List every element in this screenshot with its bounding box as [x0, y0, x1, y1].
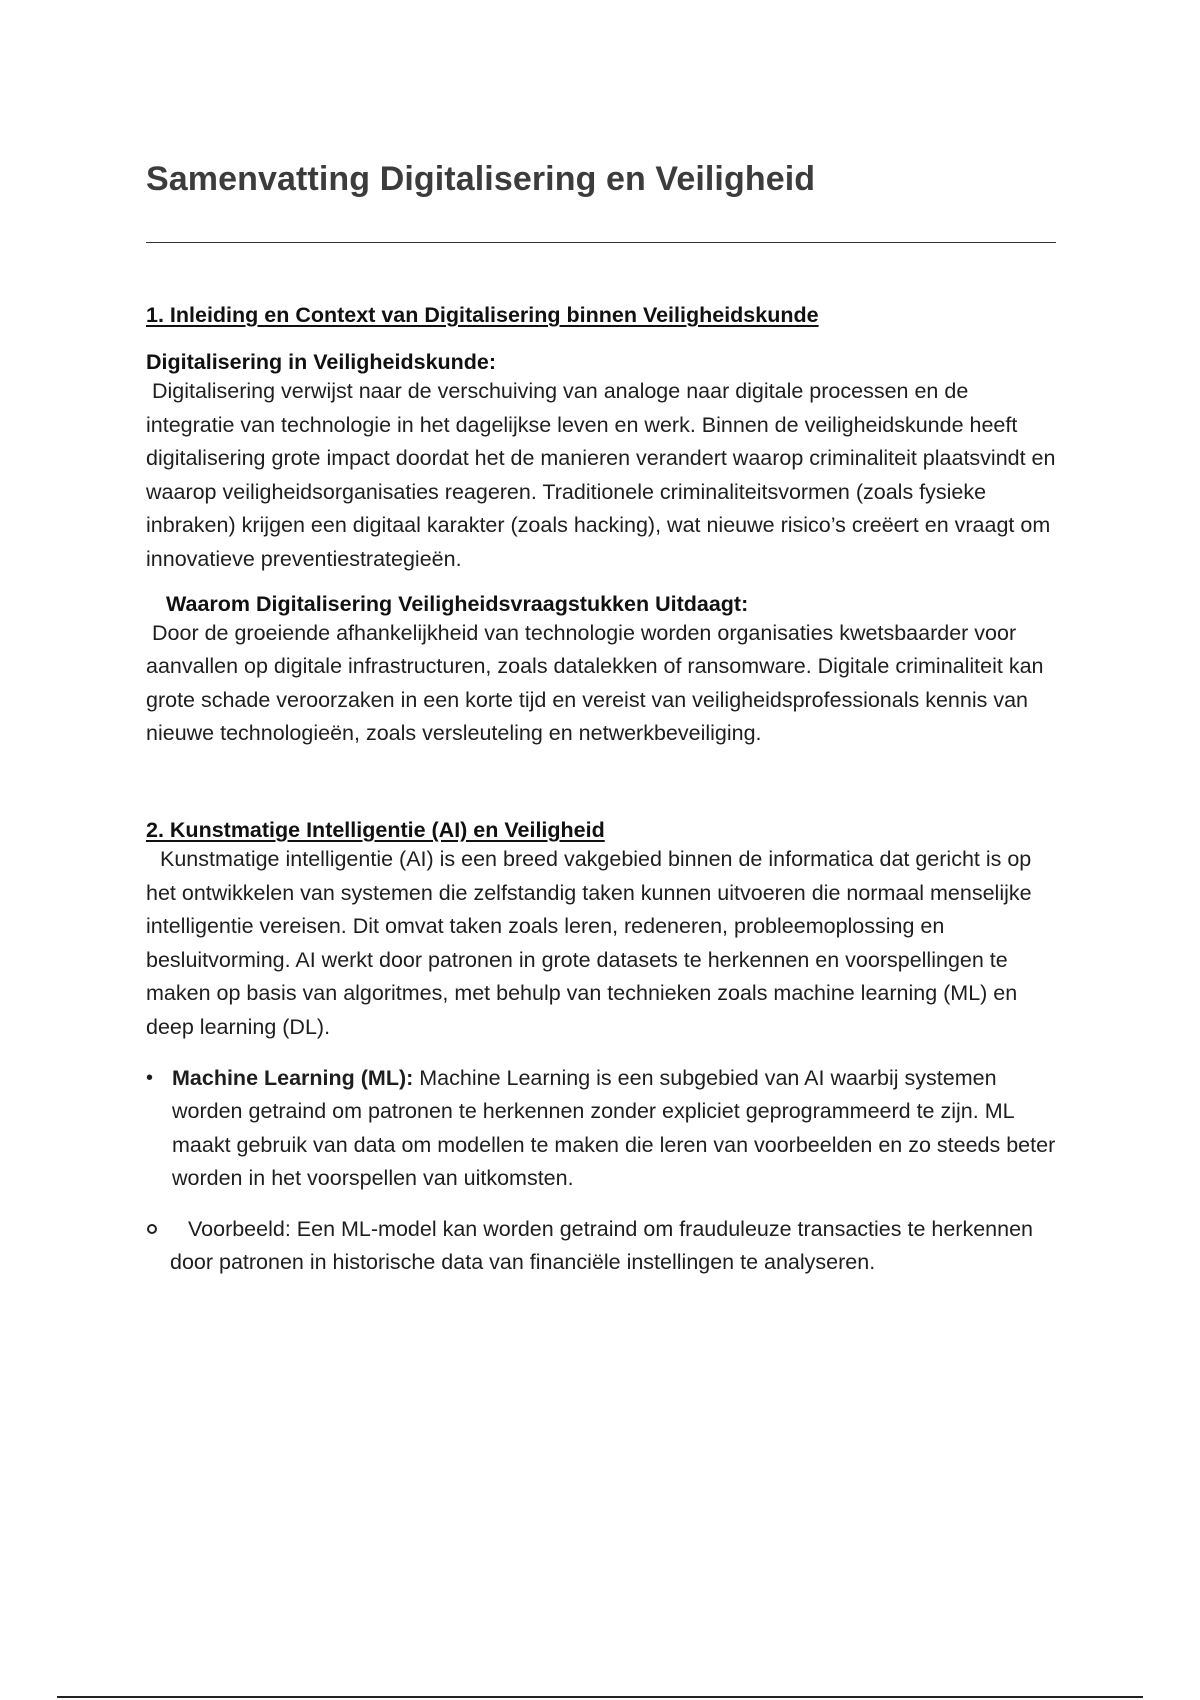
- document-title: Samenvatting Digitalisering en Veiligheid: [146, 160, 816, 198]
- sub-bullet-example: [146, 1213, 1056, 1280]
- page-bottom-divider: [57, 1696, 1143, 1698]
- bullet-dot-icon: •: [146, 1066, 154, 1089]
- bullet-term: Machine Learning (ML):: [172, 1065, 414, 1090]
- bullet-text: Machine Learning is een subgebied van AI waarbij systemen worden getraind om patronen te herkennen zonder expliciet geprogrammeerd te zijn. ML maakt gebruik van data om modellen te maken die leren van voorbeelden en zo steeds beter worden in het voorspellen van uitkomsten.: [172, 1065, 1056, 1191]
- section-1-paragraph-1: Digitalisering verwijst naar de verschuiving van analoge naar digitale processen en de integratie van technologie in het dagelijkse leven en werk. Binnen de veiligheidskunde heeft digitalisering grote impact doordat het de manieren verandert waarop criminaliteit plaatsvindt en waarop veiligheidsorganisaties reageren. Traditionele criminaliteitsvormen (zoals fysieke inbraken) krijgen een digitaal karakter (zoals hacking), wat nieuwe risico’s creëert en vraagt om innovatieve preventiestrategieën.: [146, 379, 1056, 571]
- section-1-subheading-waarom: Waarom Digitalisering Veiligheidsvraagstukken Uitdaagt:: [166, 591, 749, 616]
- section-2-heading: 2. Kunstmatige Intelligentie (AI) en Veiligheid: [146, 817, 605, 842]
- hollow-circle-bullet-icon: [147, 1224, 157, 1234]
- section-1-heading: 1. Inleiding en Context van Digitalisering binnen Veiligheidskunde: [146, 303, 819, 327]
- section-2-paragraph-1: Kunstmatige intelligentie (AI) is een breed vakgebied binnen de informatica dat gericht is op het ontwikkelen van systemen die zelfstandig taken kunnen uitvoeren die normaal menselijke intelligentie vereisen. Dit omvat taken zoals leren, redeneren, probleemoplossing en besluitvorming. AI werkt door patronen in grote datasets te herkennen en voorspellingen te maken op basis van algoritmes, met behulp van technieken zoals machine learning (ML) en deep learning (DL).: [146, 846, 1032, 1039]
- section-1-subheading-digitalisering: Digitalisering in Veiligheidskunde:: [146, 350, 497, 374]
- bullet-machine-learning: [146, 1062, 1056, 1196]
- section-1-paragraph-2: Door de groeiende afhankelijkheid van technologie worden organisaties kwetsbaarder voor aanvallen op digitale infrastructuren, zoals datalekken of ransomware. Digitale criminaliteit kan grote schade veroorzaken in een korte tijd en vereist van veiligheidsprofessionals kennis van nieuwe technologieën, zoals versleuteling en netwerkbeveiliging.: [146, 620, 1044, 746]
- title-divider: [146, 242, 1056, 243]
- example-text: Voorbeeld: Een ML-model kan worden getraind om frauduleuze transacties te herkennen door patronen in historische data van financiële instellingen te analyseren.: [170, 1216, 1033, 1275]
- document-page: [146, 160, 1056, 1280]
